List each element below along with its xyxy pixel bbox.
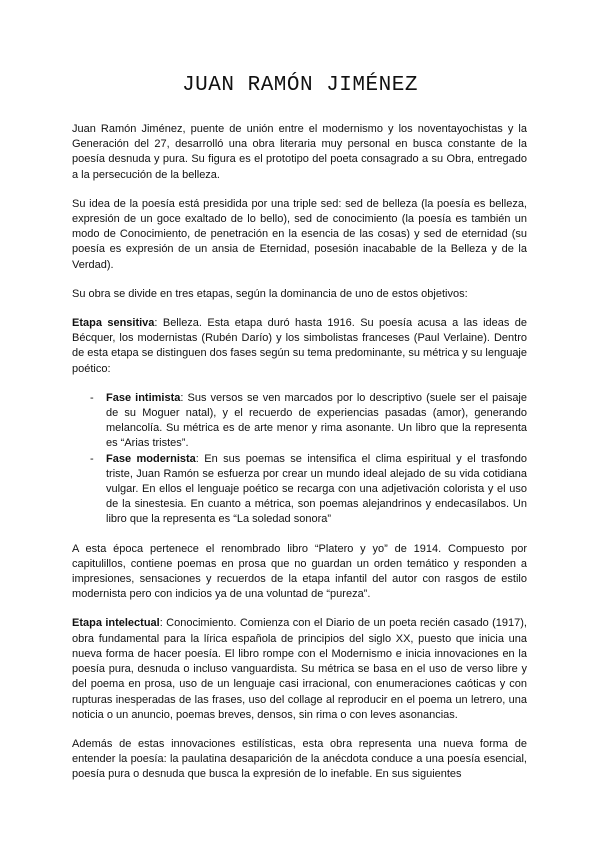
fase-modernista-label: Fase modernista [106,452,196,465]
fase-intimista-label: Fase intimista [106,391,181,404]
document-title: JUAN RAMÓN JIMÉNEZ [182,74,418,97]
etapa-sensitiva-label: Etapa sensitiva [72,317,155,330]
etapa-intelectual-text: : Conocimiento. Comienza con el Diario de un poeta recién casado (1917), obra fundamental para la lírica española de principios del siglo XX, puesto que inicia una nueva forma de hacer poesía. El libro rompe con el Modernismo e inicia innovaciones en la poesía pura, desnuda o incluso vanguardista. Su métrica se basa en el uso de verso libre y del poema en prosa, uso de un lenguaje casi irracional, con enumeraciones caóticas y con rupturas inesperadas de las frases, uso del collage al reproducir en el poema un letrero, una noticia o un anuncio, poemas breves, densos, sin rima o con leves asonancias. [72,617,527,721]
paragraph-innovaciones: Además de estas innovaciones estilísticas, esta obra representa una nueva forma de entender la poesía: la paulatina desaparición de la anécdota conduce a una poesía esencial, poesía pura o desnuda que busca la expresión de lo inefable. En sus siguientes [72,737,527,781]
etapa-sensitiva-text: : Belleza. Esta etapa duró hasta 1916. Su poesía acusa a las ideas de Bécquer, los modernistas (Rubén Darío) y los simbolistas franceses (Paul Verlaine). Dentro de esta etapa se distinguen dos fases según su tema predominante, su métrica y su lenguaje poético: [72,317,527,375]
list-item [72,452,527,528]
paragraph-etapa-sensitiva [72,316,527,377]
etapa-intelectual-label: Etapa intelectual [72,617,160,630]
paragraph-intro: Juan Ramón Jiménez, puente de unión entre el modernismo y los noventayochistas y la Generación del 27, desarrolló una obra literaria muy personal en busca constante de la poesía desnuda y pura. Su figura es el prototipo del poeta consagrado a su Obra, entregado a la persecución de la belleza. [72,123,527,181]
fase-modernista-text: : En sus poemas se intensifica el clima espiritual y el trasfondo triste, Juan Ramón se esfuerza por crear un mundo ideal alejado de su vida cotidiana vulgar. En ellos el lenguaje poético se recarga con una adjetivación colorista y el uso de la sinestesia. En cuanto a métrica, son poemas alejandrinos y endecasílabos. Un libro que la representa es “La soledad sonora” [106,452,527,526]
document-body [72,122,527,797]
phases-list [72,391,527,528]
paragraph-platero: A esta época pertenece el renombrado libro “Platero y yo” de 1914. Compuesto por capitulillos, contiene poemas en prosa que no guardan un orden temático y responden a impresiones, sensaciones y recuerdos de la etapa infantil del autor con rasgos de estilo modernista pero con indicios ya de una voluntad de “pureza”. [72,542,527,601]
list-dash: - [90,452,94,465]
list-dash: - [90,391,94,404]
paragraph-etapa-intelectual [72,616,527,722]
fase-intimista-text: : Sus versos se ven marcados por lo descriptivo (suele ser el paisaje de su Moguer natal), y el recuerdo de experiencias pasadas (amor), generando melancolía. Su métrica es de arte menor y rima asonante. Un libro que la representa es “Arias tristes”. [106,391,527,450]
paragraph-etapas: Su obra se divide en tres etapas, según la dominancia de uno de estos objetivos: [72,287,468,300]
list-item [72,391,527,452]
paragraph-triple-sed: Su idea de la poesía está presidida por una triple sed: sed de belleza (la poesía es belleza, expresión de un goce exaltado de lo bello), sed de conocimiento (la poesía es también un modo de Conocimiento, de penetración en la esencia de las cosas) y sed de eternidad (su poesía es expresión de un ansia de Eternidad, posesión inacabable de la Belleza y de la Verdad). [72,197,527,271]
